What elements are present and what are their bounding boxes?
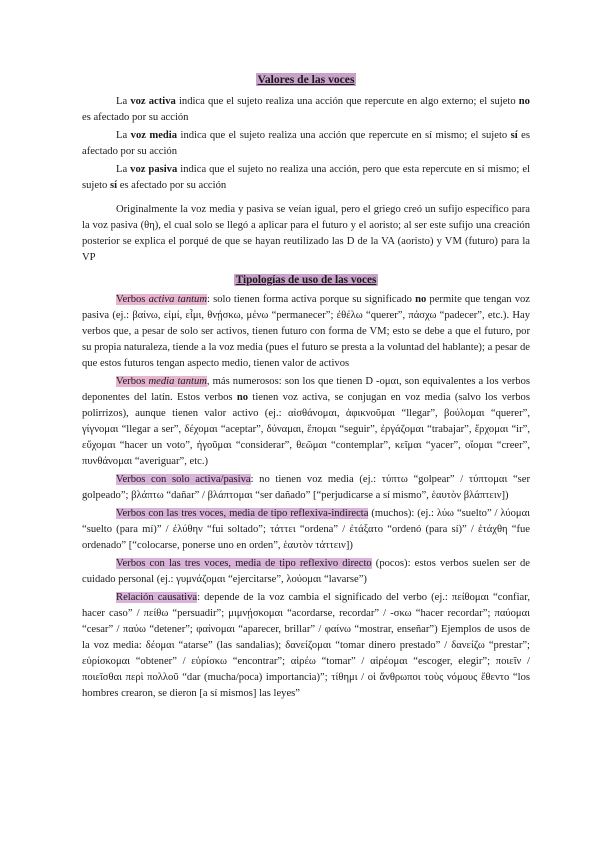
text-run: Verbos bbox=[116, 376, 149, 387]
text-run: es afectado por su acción bbox=[117, 180, 227, 191]
text-run: : solo tienen forma activa porque su significado bbox=[207, 294, 416, 305]
section-title: Tipologías de uso de las voces bbox=[235, 274, 377, 286]
voz-activa-paragraph bbox=[82, 94, 530, 126]
text-run: permite que tengan voz pasiva (ej.: βαίνω, εἰμί, εἶμι, θνῄσκω, μένω “permanecer”; ἐθέλω “querer”, πάσχω “padecer”, etc.). Hay verbos que, a pesar de solo ser activos, tienen futuro con forma de VM; esto se debe a que el futuro, por su propia naturaleza, tiende a la voz media (pues el futuro se presta a la voluntad del hablante); a pesar de que estos futuros tengan aspecto medio, tienen valor de activos bbox=[82, 294, 531, 369]
key-word: no bbox=[236, 392, 249, 403]
text-run: , más numerosos: son los que tienen D -ομαι, son equivalentes a los verbos deponentes del latín. Estos verbos bbox=[82, 376, 530, 403]
relacion-causativa-label: Relación causativa bbox=[116, 592, 198, 603]
reflexiva-indirecta-label: Verbos con las tres voces, media de tipo reflexiva-indirecta bbox=[116, 508, 369, 519]
text-run: indica que el sujeto realiza una acción que repercute en sí mismo; el sujeto bbox=[177, 130, 511, 141]
term-voz-media: voz media bbox=[130, 130, 178, 141]
key-word: sí bbox=[109, 180, 118, 191]
text-run: Verbos bbox=[116, 294, 149, 305]
text-run: : no tienen voz media (ej.: τύπτω “golpear” / τύπτομαι “ser golpeado”; βλάπτω “dañar” / βλάπτομαι “ser dañado” [“perjudicarse a sí mismo”, ἑαυτὸν βλάπτειν]) bbox=[82, 474, 530, 501]
reflexivo-directo-label: Verbos con las tres voces, media de tipo reflexivo directo bbox=[116, 558, 372, 569]
text-run: indica que el sujeto realiza una acción que repercute en algo externo; el sujeto bbox=[175, 96, 519, 107]
activa-tantum-label bbox=[116, 294, 207, 305]
reflexiva-indirecta-paragraph bbox=[82, 506, 530, 554]
term-voz-activa: voz activa bbox=[130, 96, 176, 107]
term-voz-pasiva: voz pasiva bbox=[130, 164, 178, 175]
key-word: no bbox=[415, 294, 427, 305]
text-run: indica que el sujeto no realiza una acción, pero que esta repercute en sí mismo; el sujeto bbox=[82, 164, 530, 191]
activa-pasiva-label: Verbos con solo activa/pasiva bbox=[116, 474, 251, 485]
text-run: es afectado por su acción bbox=[82, 112, 189, 123]
page-title: Valores de las voces bbox=[257, 73, 355, 86]
activa-tantum-paragraph bbox=[82, 292, 530, 372]
text-run: es afectado por su acción bbox=[82, 130, 530, 157]
reflexivo-directo-paragraph bbox=[82, 556, 530, 588]
media-tantum-label bbox=[116, 376, 207, 387]
text-run: (pocos): estos verbos suelen ser de cuidado personal (ej.: γυμνάζομαι “ejercitarse”, λούομαι “lavarse”) bbox=[82, 558, 530, 585]
key-word: sí bbox=[510, 130, 518, 141]
text-run: media tantum bbox=[148, 376, 207, 387]
text-run: tienen voz activa, se conjugan en voz media (salvo los verbos polirrizos), aunque tienen valor activo (ej.: αἰσθάνομαι, ἀφικνοῦμαι “llegar”, βούλομαι “querer”, γίγνομαι “llegar a ser”, δέχομαι “aceptar”, δύναμαι, ἕπομαι “seguir”, ἐργάζομαι “trabajar”, ἔρχομαι “ir”, εὔχομαι “hacer un voto”, ἡγοῦμαι “considerar”, θεῶμαι “contemplar”, κεῖμαι “yacer”, οἴομαι “creer”, πυνθάνομαι “averiguar”, etc.) bbox=[82, 392, 530, 467]
text-run: La bbox=[116, 96, 131, 107]
voz-media-paragraph bbox=[82, 128, 530, 160]
relacion-causativa-paragraph bbox=[82, 590, 530, 702]
key-word: no bbox=[518, 96, 530, 107]
text-run: La bbox=[116, 164, 131, 175]
text-run: activa tantum bbox=[148, 294, 208, 305]
voz-pasiva-paragraph bbox=[82, 162, 530, 194]
text-run: (muchos): (ej.: λύω “suelto” / λύομαι “suelto (para mí)” / ἐλύθην “fui soltado”; τάττει “ordena” / ἐτάξατο “ordenó (para sí)” / ἐτάχθη “fue ordenado” [“colocarse, ponerse uno en orden”, ἑαυτὸν τάττειν]) bbox=[82, 508, 530, 551]
text-run: La bbox=[116, 130, 131, 141]
text-run: : depende de la voz cambia el significado del verbo (ej.: πείθομαι “confiar, hacer caso” / πείθω “persuadir”; μιμνῄσκομαι “acordarse, recordar” / -σκω “hacer recordar”; παύομαι “cesar” / παύω “detener”; φαίνομαι “aparecer, brillar” / φαίνω “mostrar, enseñar”) Ejemplos de usos de la voz media: δέομαι “atarse” (las sandalias); δανείζομαι “tomar dinero prestado” / δανείζω “prestar”; εὑρίσκομαι “obtener” / εὑρίσκω “encontrar”; αἱρέω “tomar” / αἱρέομαι “escoger, elegir”; ποιεῖν / ποιεῖσθαι περὶ πολλοῦ “dar (mucha/poca) importancia)”; τίθημι / οἱ ἄνθρωποι τοὺς νόμους ἔθεντο “los hombres crearon, se dieron [a sí mismos] las leyes” bbox=[82, 592, 530, 699]
activa-pasiva-paragraph bbox=[82, 472, 530, 504]
origin-paragraph: Originalmente la voz media y pasiva se veían igual, pero el griego creó un sufijo específico para la voz pasiva (θη), el cual solo se llegó a aplicar para el futuro y el aoristo; al ser este sufijo una creación posterior se explica el porqué de que se hayan reutilizado las D de la VA (aoristo) y VM (futuro) para la VP bbox=[82, 204, 530, 263]
media-tantum-paragraph bbox=[82, 374, 530, 470]
